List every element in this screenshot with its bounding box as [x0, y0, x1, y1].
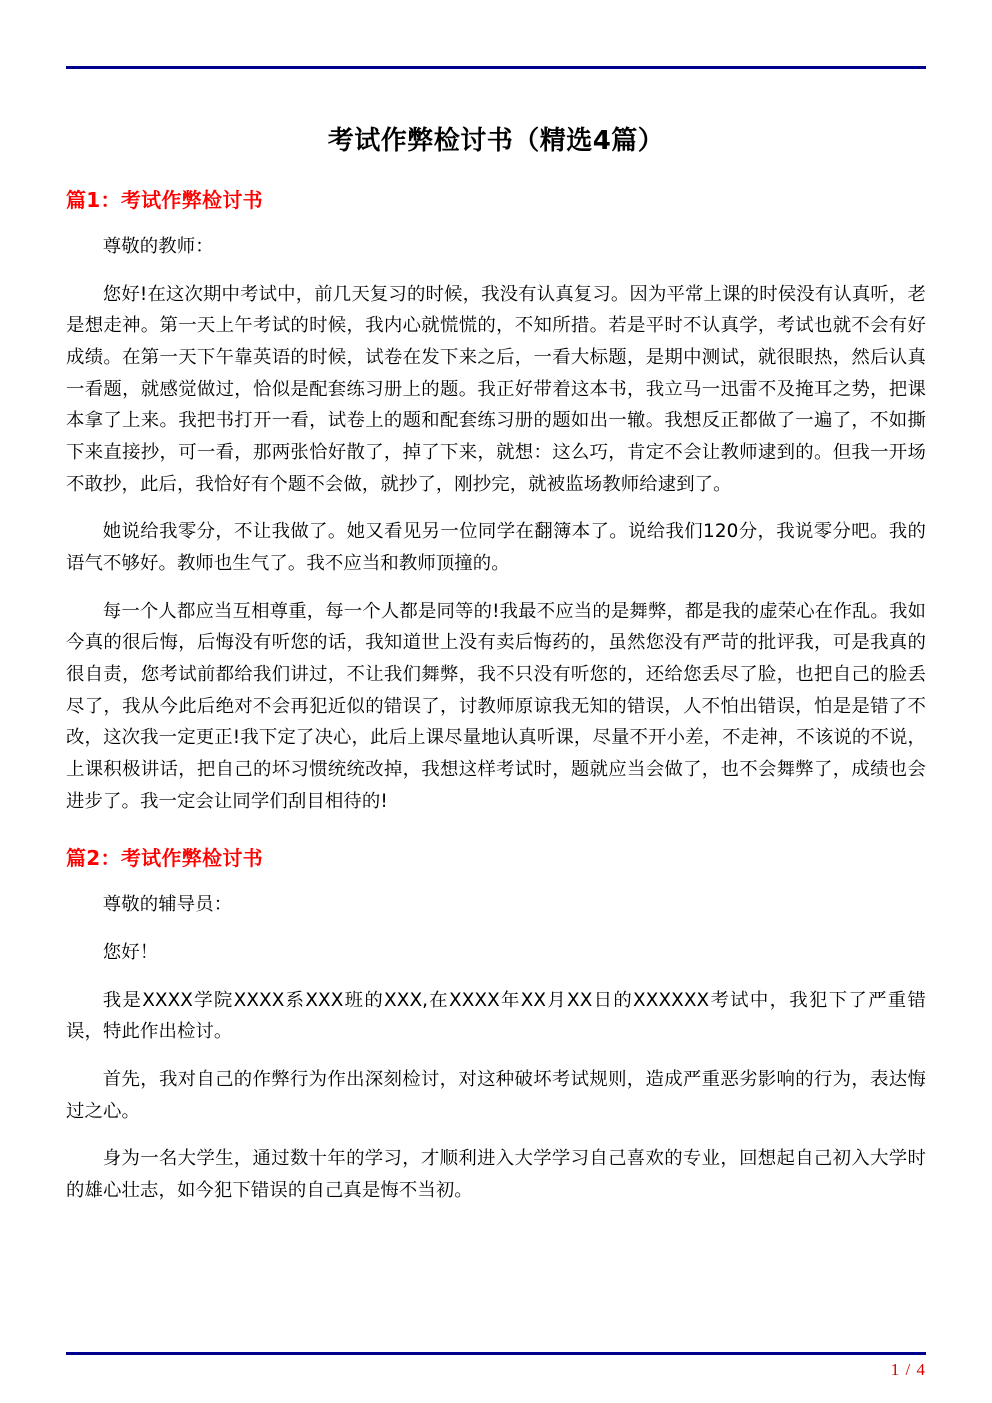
paragraph-body-1-3: 每一个人都应当互相尊重，每一个人都是同等的!我最不应当的是舞弊，都是我的虚荣心在作乱。我如今真的很后悔，后悔没有听您的话，我知道世上没有卖后悔药的，虽然您没有严苛的批评我，可是我真的很自责，您考试前都给我们讲过，不让我们舞弊，我不只没有听您的，还给您丢尽了脸，也把自己的脸丢尽了，我从今此后绝对不会再犯近似的错误了，讨教师原谅我无知的错误，人不怕出错误，怕是是错了不改，这次我一定更正!我下定了决心，此后上课尽量地认真听课，尽量不开小差，不走神，不该说的不说，上课积极讲话，把自己的坏习惯统统改掉，我想这样考试时，题就应当会做了，也不会舞弊了，成绩也会进步了。我一定会让同学们刮目相待的! [66, 600, 926, 812]
paragraph-salutation-1: 尊敬的教师： [102, 236, 214, 258]
paragraph-greeting-2: 您好！ [102, 941, 159, 963]
document-content [66, 100, 926, 1207]
paragraph-body-1-2: 她说给我零分，不让我做了。她又看见另一位同学在翻簿本了。说给我们120分，我说零分吧。我的语气不够好。教师也生气了。我不应当和教师顶撞的。 [66, 521, 926, 574]
page-number: 1 / 4 [890, 1360, 926, 1379]
section-heading-1: 篇1：考试作弊检讨书 [66, 188, 263, 213]
page-title: 考试作弊检讨书（精选4篇） [327, 126, 665, 156]
header-rule [66, 66, 926, 69]
paragraph-body-1-1: 您好!在这次期中考试中，前几天复习的时候，我没有认真复习。因为平常上课的时侯没有认真听，老是想走神。第一天上午考试的时候，我内心就慌慌的，不知所措。若是平时不认真学，考试也就不会有好成绩。在第一天下午靠英语的时候，试卷在发下来之后，一看大标题，是期中测试，就很眼热，然后认真一看题，就感觉做过，恰似是配套练习册上的题。我正好带着这本书，我立马一迅雷不及掩耳之势，把课本拿了上来。我把书打开一看，试卷上的题和配套练习册的题如出一辙。我想反正都做了一遍了，不如撕下来直接抄，可一看，那两张恰好散了，掉了下来，就想：这么巧，肯定不会让教师逮到的。但我一开场不敢抄，此后，我恰好有个题不会做，就抄了，刚抄完，就被监场教师给逮到了。 [66, 283, 926, 495]
footer-rule [66, 1352, 926, 1355]
paragraph-body-2-3: 身为一名大学生，通过数十年的学习，才顺利进入大学学习自己喜欢的专业，回想起自己初入大学时的雄心壮志，如今犯下错误的自己真是悔不当初。 [66, 1148, 926, 1201]
paragraph-body-2-1: 我是XXXX学院XXXX系XXX班的XXX,在XXXX年XX月XX日的XXXXXX考试中，我犯下了严重错误，特此作出检讨。 [66, 989, 926, 1043]
section-heading-2: 篇2：考试作弊检讨书 [66, 846, 263, 871]
paragraph-body-2-2: 首先，我对自己的作弊行为作出深刻检讨，对这种破坏考试规则，造成严重恶劣影响的行为，表达悔过之心。 [66, 1068, 926, 1122]
paragraph-salutation-2: 尊敬的辅导员： [102, 894, 233, 916]
